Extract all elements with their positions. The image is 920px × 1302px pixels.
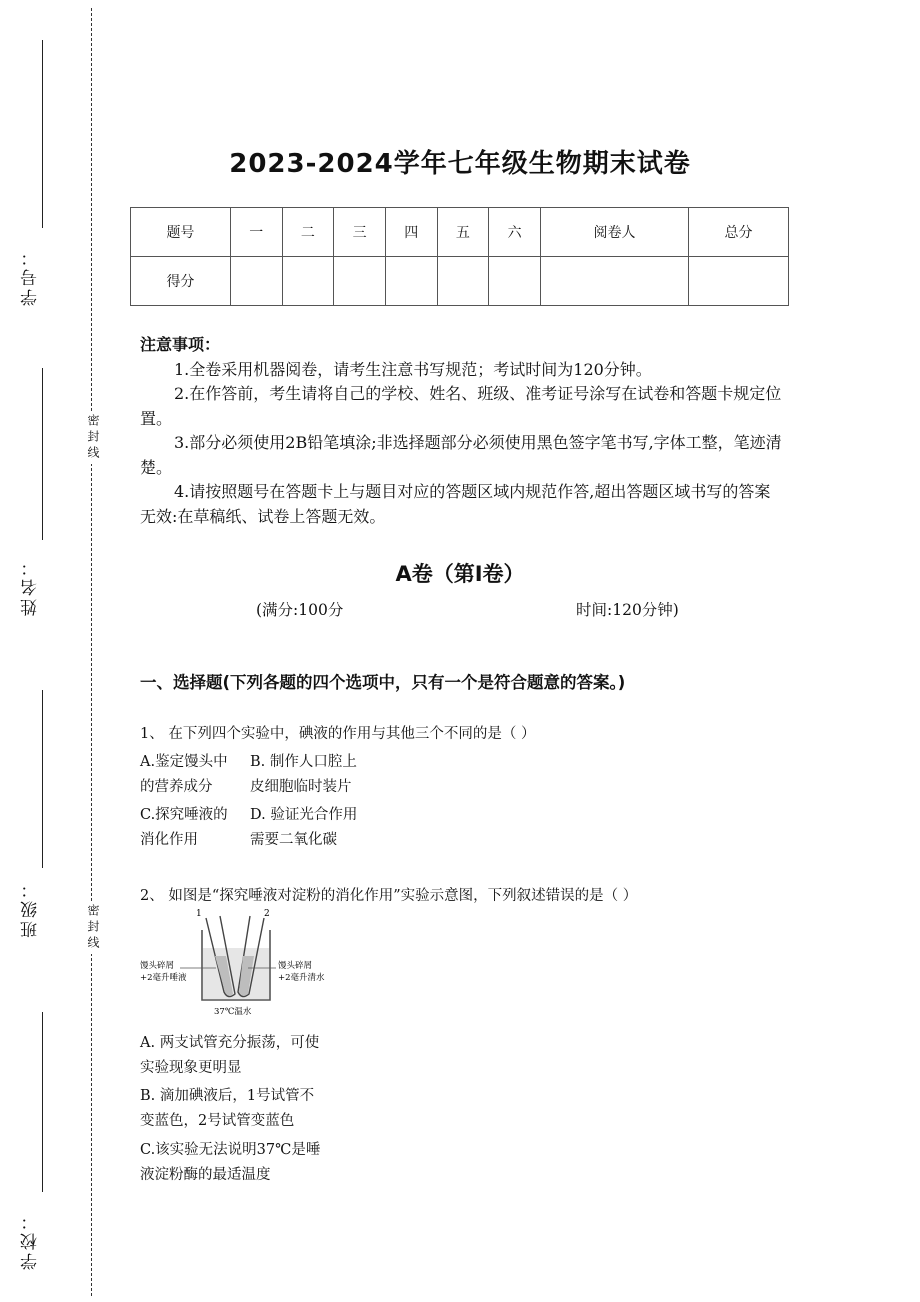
score-cell bbox=[689, 257, 789, 306]
score-cell bbox=[437, 257, 489, 306]
header-cell: 四 bbox=[385, 208, 437, 257]
section-title: A卷（第Ⅰ卷） bbox=[395, 562, 525, 586]
full-score: (满分:100分 bbox=[256, 601, 344, 619]
option-line: A.鉴定馒头中 bbox=[140, 754, 228, 770]
score-cell bbox=[489, 257, 541, 306]
option-line: 消化作用 bbox=[140, 832, 198, 848]
name-blank bbox=[42, 368, 43, 540]
score-cell bbox=[230, 257, 282, 306]
notes-heading: 注意事项： bbox=[140, 335, 221, 354]
seal-dashed-line bbox=[91, 8, 92, 1296]
score-cell bbox=[540, 257, 688, 306]
option-line: D. 验证光合作用 bbox=[250, 807, 358, 823]
option-line: 实验现象更明显 bbox=[140, 1060, 242, 1076]
q2-option-a bbox=[140, 1031, 319, 1081]
score-table-score-row bbox=[131, 257, 789, 306]
q1-option-b bbox=[250, 750, 357, 800]
header-cell: 五 bbox=[437, 208, 489, 257]
option-line: B. 滴加碘液后，1号试管不 bbox=[140, 1088, 315, 1104]
class-label: 班级： bbox=[21, 878, 41, 938]
exam-title: 2023-2024学年七年级生物期末试卷 bbox=[229, 149, 691, 179]
time-limit: 时间:120分钟) bbox=[576, 601, 679, 619]
experiment-diagram bbox=[140, 906, 340, 1018]
option-line: C.该实验无法说明37℃是唾 bbox=[140, 1142, 321, 1158]
question-2-stem: 2、 如图是“探究唾液对淀粉的消化作用”实验示意图，下列叙述错误的是（ ） bbox=[140, 888, 638, 904]
option-line: 变蓝色，2号试管变蓝色 bbox=[140, 1113, 295, 1129]
header-cell: 总分 bbox=[689, 208, 789, 257]
header-cell: 题号 bbox=[131, 208, 231, 257]
school-label: 学校： bbox=[21, 1210, 41, 1270]
bottom-label: 37℃温水 bbox=[214, 1007, 252, 1017]
q1-option-d bbox=[250, 803, 357, 853]
header-cell: 三 bbox=[334, 208, 386, 257]
option-line: 需要二氧化碳 bbox=[250, 832, 337, 848]
header-cell: 六 bbox=[489, 208, 541, 257]
score-cell bbox=[334, 257, 386, 306]
q2-option-c bbox=[140, 1138, 320, 1188]
score-table-header-row bbox=[131, 208, 789, 257]
score-table bbox=[130, 207, 789, 306]
q1-option-a bbox=[140, 750, 228, 800]
option-line: A. 两支试管充分振荡，可使 bbox=[140, 1035, 320, 1051]
right-label-1: 馒头碎屑 bbox=[278, 961, 313, 971]
q1-option-c bbox=[140, 803, 228, 853]
score-cell bbox=[282, 257, 334, 306]
score-cell bbox=[385, 257, 437, 306]
school-blank bbox=[42, 1012, 43, 1192]
header-cell: 阅卷人 bbox=[540, 208, 688, 257]
exam-notes bbox=[140, 333, 785, 529]
left-label-1: 馒头碎屑 bbox=[140, 961, 175, 971]
header-cell: 一 bbox=[230, 208, 282, 257]
student-id-blank bbox=[42, 40, 43, 228]
name-label: 姓名： bbox=[21, 556, 41, 616]
option-line: C.探究唾液的 bbox=[140, 807, 228, 823]
option-line: 的营养成分 bbox=[140, 779, 213, 795]
option-line: B. 制作人口腔上 bbox=[250, 754, 357, 770]
seal-text-lower: 密封线 bbox=[82, 902, 102, 954]
note-item: 4.请按照题号在答题卡上与题目对应的答题区域内规范作答,超出答题区域书写的答案无效:在草稿纸、试卷上答题无效。 bbox=[140, 482, 771, 526]
option-line: 液淀粉酶的最适温度 bbox=[140, 1167, 271, 1183]
note-item: 1.全卷采用机器阅卷，请考生注意书写规范；考试时间为120分钟。 bbox=[174, 359, 652, 379]
option-line: 皮细胞临时装片 bbox=[250, 779, 352, 795]
note-item: 3.部分必须使用2B铅笔填涂;非选择题部分必须使用黑色签字笔书写,字体工整，笔迹清楚。 bbox=[140, 433, 782, 477]
score-row-label: 得分 bbox=[131, 257, 231, 306]
part-heading: 一、选择题(下列各题的四个选项中，只有一个是符合题意的答案。) bbox=[140, 673, 626, 692]
note-item: 2.在作答前，考生请将自己的学校、姓名、班级、准考证号涂写在试卷和答题卡规定位置。 bbox=[140, 384, 782, 428]
tube1-number: 1 bbox=[196, 909, 202, 919]
question-1-stem: 1、 在下列四个实验中，碘液的作用与其他三个不同的是（ ） bbox=[140, 726, 536, 742]
left-label-2: +2毫升唾液 bbox=[140, 973, 187, 983]
q2-option-b bbox=[140, 1084, 314, 1134]
seal-text-upper: 密封线 bbox=[82, 412, 102, 464]
student-id-label: 学号： bbox=[21, 246, 41, 306]
right-label-2: +2毫升清水 bbox=[278, 973, 325, 983]
header-cell: 二 bbox=[282, 208, 334, 257]
tube2-number: 2 bbox=[264, 909, 270, 919]
class-blank bbox=[42, 690, 43, 868]
